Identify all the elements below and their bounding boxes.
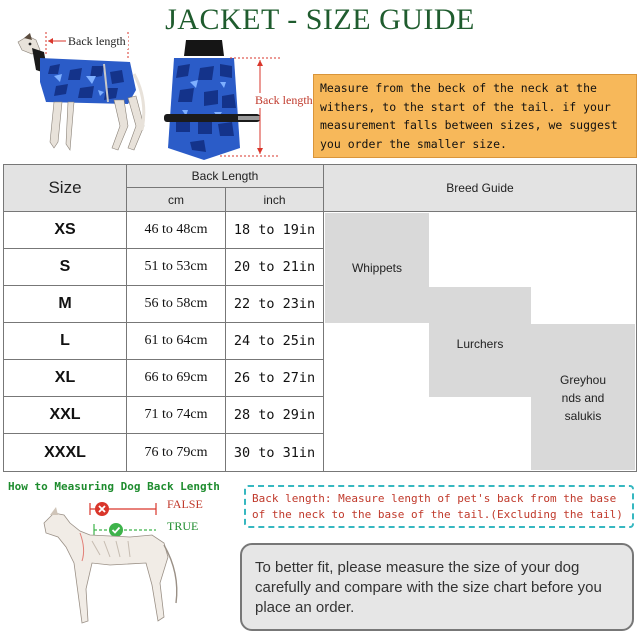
breed-label-greyhounds-1: Greyhou xyxy=(559,373,607,387)
true-label: TRUE xyxy=(167,519,199,533)
size-cell: L xyxy=(3,322,127,360)
breed-label-whippets: Whippets xyxy=(351,261,403,275)
cm-cell: 71 to 74cm xyxy=(126,396,226,434)
cm-cell: 46 to 48cm xyxy=(126,211,226,249)
size-cell: S xyxy=(3,248,127,286)
inch-cell: 22 to 23in xyxy=(225,285,324,323)
inch-cell: 30 to 31in xyxy=(225,433,324,472)
back-length-definition-note: Back length: Measure length of pet's back from the base of the neck to the base of the tail.(Excluding the tail) xyxy=(244,485,634,528)
dog-anatomy-image xyxy=(30,493,190,637)
back-length-header: Back Length xyxy=(126,164,324,188)
size-cell: XXXL xyxy=(3,433,127,472)
cm-cell: 56 to 58cm xyxy=(126,285,226,323)
jacket-back-length-label: Back length xyxy=(255,93,313,107)
cm-cell: 66 to 69cm xyxy=(126,359,226,397)
inch-cell: 24 to 25in xyxy=(225,322,324,360)
size-table xyxy=(3,164,637,474)
inch-cell: 26 to 27in xyxy=(225,359,324,397)
inch-cell: 18 to 19in xyxy=(225,211,324,249)
page-title: JACKET - SIZE GUIDE xyxy=(165,3,475,36)
inch-cell: 20 to 21in xyxy=(225,248,324,286)
inch-cell: 28 to 29in xyxy=(225,396,324,434)
fit-advice-note: To better fit, please measure the size of your dog carefully and compare with the size chart before you place an order. xyxy=(240,543,634,631)
cm-cell: 61 to 64cm xyxy=(126,322,226,360)
dog-wearing-jacket-image xyxy=(10,30,150,162)
inch-header: inch xyxy=(225,187,324,212)
breed-guide-header: Breed Guide xyxy=(323,164,637,212)
cm-cell: 76 to 79cm xyxy=(126,433,226,472)
cm-header: cm xyxy=(126,187,226,212)
size-cell: XXL xyxy=(3,396,127,434)
breed-label-greyhounds-2: nds and xyxy=(561,391,605,405)
cm-cell: 51 to 53cm xyxy=(126,248,226,286)
size-cell: XL xyxy=(3,359,127,397)
size-header: Size xyxy=(3,164,127,212)
size-cell: XS xyxy=(3,211,127,249)
size-cell: M xyxy=(3,285,127,323)
breed-label-lurchers: Lurchers xyxy=(456,337,504,351)
dog-back-length-label: Back length xyxy=(68,34,126,48)
check-circle-icon xyxy=(109,523,123,537)
false-label: FALSE xyxy=(167,497,203,511)
breed-label-greyhounds-3: salukis xyxy=(564,409,602,423)
measure-instructions-note: Measure from the beck of the neck at the withers, to the start of the tail. if your measurement falls between sizes, we suggest you order the smaller size. xyxy=(313,74,637,158)
how-to-measure-title: How to Measuring Dog Back Length xyxy=(8,480,220,493)
